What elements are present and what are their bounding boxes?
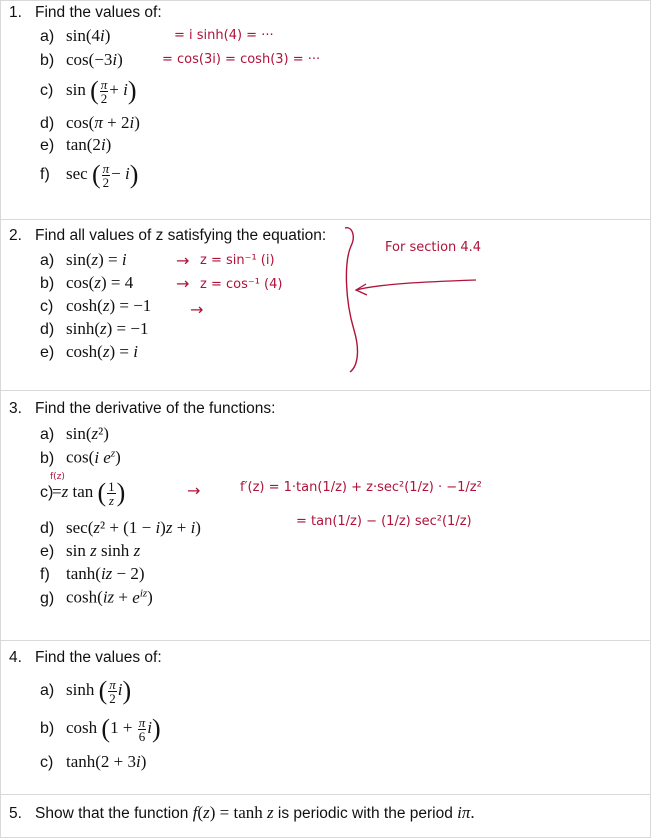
- q3-number: 3.: [9, 400, 22, 417]
- q2-item-e: e) cosh(z) = i: [40, 342, 138, 361]
- q2-number: 2.: [9, 227, 22, 244]
- q1-item-f: f) sec ( $\frac{\pi}{2}$ − i): [40, 160, 139, 190]
- q5-period: iπ.: [457, 803, 475, 822]
- q1-item-c: c) sin ( $\frac{\pi}{2}$ + i): [40, 76, 137, 106]
- q3-item-a: a) sin(z²): [40, 424, 109, 443]
- q5-text-mid: is periodic with the period: [273, 805, 458, 822]
- row-divider: [0, 390, 651, 391]
- row-divider: [0, 219, 651, 220]
- q4-item-b: b) cosh (1 + $\frac{\pi}{6}$ i): [40, 714, 161, 744]
- handwritten-note-2a: z = sin⁻¹ (i): [200, 253, 275, 268]
- q2-title: Find all values of z satisfying the equation:: [35, 227, 327, 244]
- q1-title: Find the values of:: [35, 4, 162, 21]
- q5-text-before: Show that the function: [35, 805, 193, 822]
- q4-item-a: a) sinh ( $\frac{\pi}{2}$ i): [40, 676, 132, 706]
- brace-stroke: [345, 228, 357, 372]
- q2-item-a: a) sin(z) = i: [40, 250, 127, 269]
- q1-heading: [9, 4, 162, 22]
- row-divider: [0, 794, 651, 795]
- q4-title: Find the values of:: [35, 649, 162, 666]
- q4-heading: [9, 649, 162, 667]
- q1-item-d: d) cos(π + 2i): [40, 113, 140, 132]
- side-arrow-stroke: [356, 280, 476, 290]
- arrow-icon: →: [190, 300, 204, 319]
- handwritten-derivative-line1: f′(z) = 1·tan(1/z) + z·sec²(1/z) · −1/z²: [240, 480, 482, 495]
- q5-function: f(z) = tanh z: [192, 803, 274, 822]
- q3-item-c: c)=z tan ( $\frac{1}{z}$ ): [40, 478, 126, 508]
- q2-item-c: c) cosh(z) = −1: [40, 296, 152, 315]
- table-border-left: [0, 0, 1, 838]
- handwritten-side-note: For section 4.4: [385, 240, 482, 255]
- q3-title: Find the derivative of the functions:: [35, 400, 276, 417]
- q1-number: 1.: [9, 4, 22, 21]
- q5-heading: [9, 803, 475, 823]
- arrow-icon: →: [176, 251, 190, 270]
- handwritten-note-1b: = cos(3i) = cosh(3) = ···: [162, 52, 321, 67]
- q4-number: 4.: [9, 649, 22, 666]
- q2-heading: [9, 227, 326, 245]
- q4-item-c: c) tanh(2 + 3i): [40, 752, 147, 771]
- q5-number: 5.: [9, 805, 22, 822]
- q3-item-b: b) cos(i $e^z$): [40, 447, 121, 467]
- side-arrow-head: [356, 284, 367, 295]
- row-divider: [0, 0, 651, 1]
- q1-item-a: a) sin(4i): [40, 26, 111, 45]
- row-divider: [0, 640, 651, 641]
- q2-item-b: b) cos(z) = 4: [40, 273, 134, 292]
- handwritten-note-1a: = i sinh(4) = ···: [174, 28, 274, 43]
- handwritten-note-2b: z = cos⁻¹ (4): [200, 277, 283, 292]
- arrow-icon: →: [176, 274, 190, 293]
- q3-heading: [9, 400, 275, 418]
- handwritten-derivative-line2: = tan(1/z) − (1/z) sec²(1/z): [296, 514, 472, 529]
- handwritten-fz-label: f(z): [50, 472, 65, 482]
- q3-item-g: g) $\cosh(iz + e^{iz})$: [40, 587, 153, 607]
- q2-item-d: d) sinh(z) = −1: [40, 319, 149, 338]
- q3-item-e: e) sin z sinh z: [40, 541, 141, 560]
- arrow-icon: →: [187, 481, 201, 500]
- q3-item-f: f) tanh(iz − 2): [40, 564, 145, 583]
- q1-item-e: e) tan(2i): [40, 135, 112, 154]
- q3-item-d: d) sec(z² + (1 − i)z + i): [40, 518, 201, 537]
- q1-item-b: b) cos(−3i): [40, 50, 123, 69]
